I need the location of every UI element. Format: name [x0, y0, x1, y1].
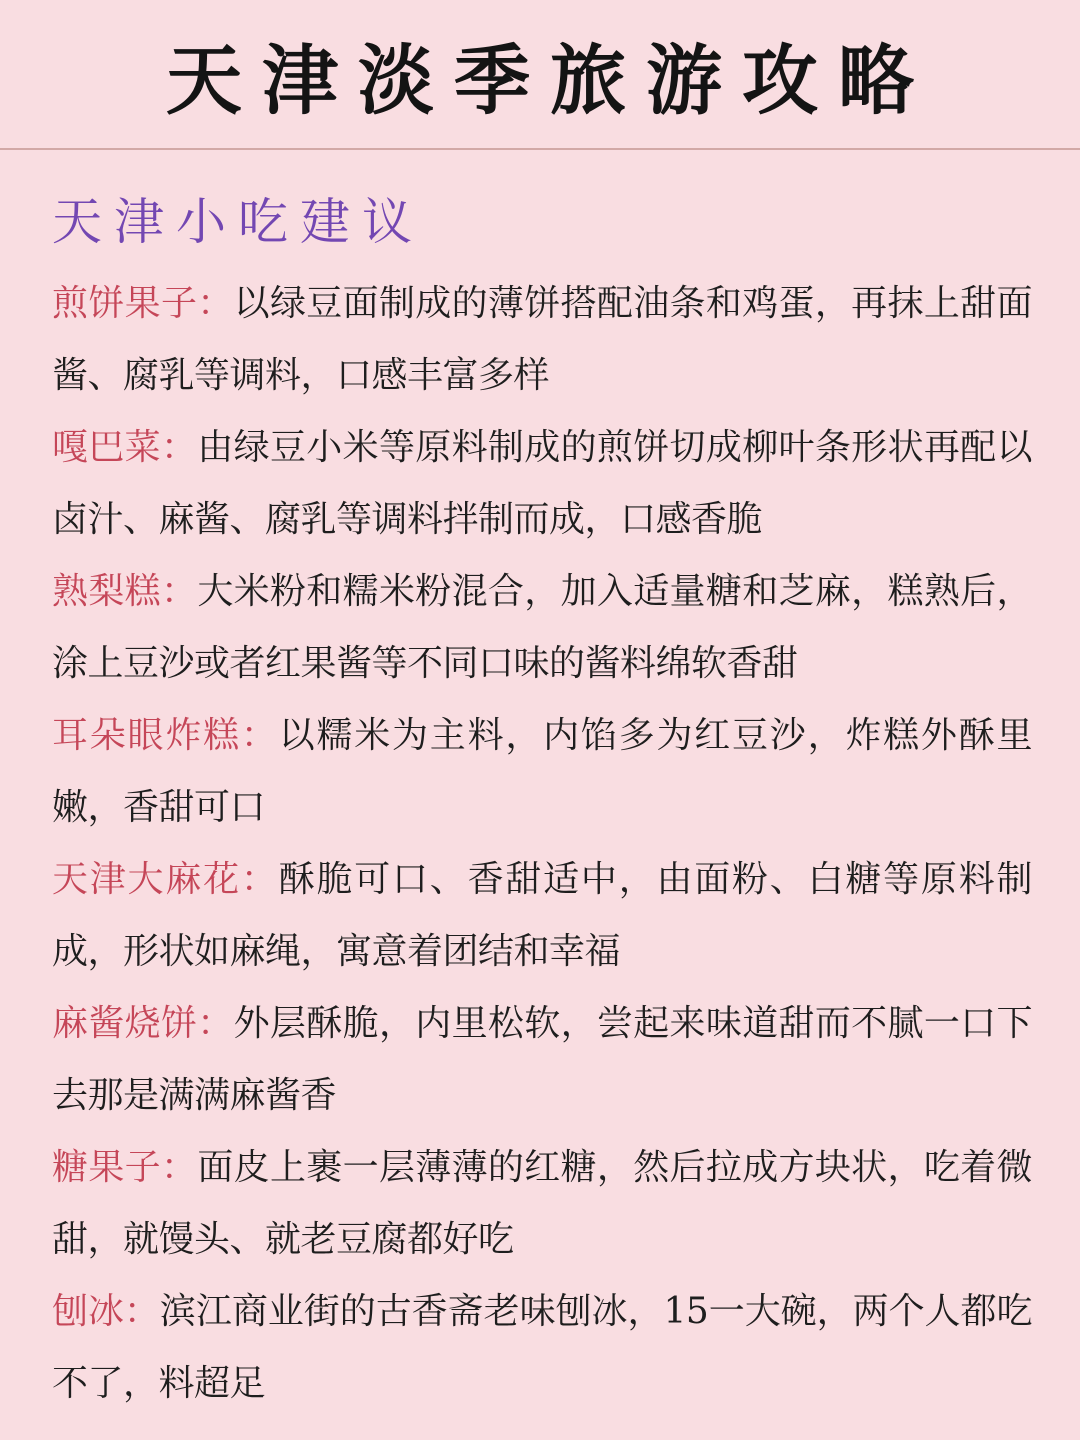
page-header: [0, 0, 1080, 148]
snack-name: 熟梨糕：: [52, 571, 198, 612]
snack-description: 外层酥脆，内里松软，尝起来味道甜而不腻一口下去那是满满麻酱香: [52, 1003, 1032, 1116]
snack-name: 刨冰：: [52, 1291, 160, 1332]
snack-name: 嘎巴菜：: [52, 427, 198, 468]
snack-description: 大米粉和糯米粉混合，加入适量糖和芝麻，糕熟后，涂上豆沙或者红果酱等不同口味的酱料绵软香甜: [52, 571, 1032, 684]
snack-item-jianbing-guozi: [52, 268, 1032, 412]
snack-item-erduoyan-zhagao: [52, 700, 1032, 844]
snack-description: 酥脆可口、香甜适中，由面粉、白糖等原料制成，形状如麻绳，寓意着团结和幸福: [52, 859, 1032, 972]
snack-description: 滨江商业街的古香斋老味刨冰，15一大碗，两个人都吃不了，料超足: [52, 1291, 1032, 1404]
snack-item-shuligao: [52, 556, 1032, 700]
section-title: 天津小吃建议: [52, 193, 424, 251]
snack-item-mahua: [52, 844, 1032, 988]
snack-item-gabacai: [52, 412, 1032, 556]
snack-item-baobing: [52, 1276, 1032, 1420]
snack-name: 糖果子：: [52, 1147, 198, 1188]
snack-description: 面皮上裹一层薄薄的红糖，然后拉成方块状，吃着微甜，就馒头、就老豆腐都好吃: [52, 1147, 1032, 1260]
snack-item-tangguozi: [52, 1132, 1032, 1276]
snack-name: 耳朵眼炸糕：: [52, 715, 279, 756]
content-area: [52, 186, 1032, 1420]
snack-description: 以绿豆面制成的薄饼搭配油条和鸡蛋，再抹上甜面酱、腐乳等调料，口感丰富多样: [52, 283, 1032, 396]
page-title: 天津淡季旅游攻略: [166, 35, 934, 125]
snack-name: 天津大麻花：: [52, 859, 279, 900]
snack-name: 麻酱烧饼：: [52, 1003, 234, 1044]
snack-name: 煎饼果子：: [52, 283, 234, 324]
snack-description: 由绿豆小米等原料制成的煎饼切成柳叶条形状再配以卤汁、麻酱、腐乳等调料拌制而成，口感香脆: [52, 427, 1032, 540]
header-divider: [0, 148, 1080, 150]
snack-description: 以糯米为主料，内馅多为红豆沙，炸糕外酥里嫩，香甜可口: [52, 715, 1032, 828]
snack-item-majiang-shaobing: [52, 988, 1032, 1132]
